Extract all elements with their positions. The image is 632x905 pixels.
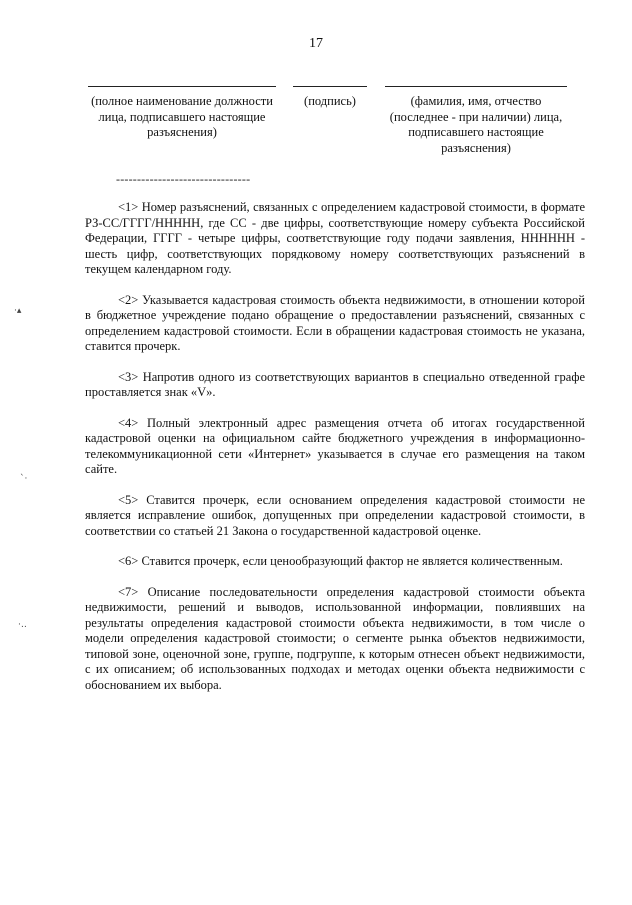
name-signature-line <box>385 86 567 87</box>
page-number: 17 <box>309 36 323 51</box>
name-caption: (фамилия, имя, отчество (последнее - при наличии) лица, подписавшего настоящие разъяснения) <box>389 94 563 155</box>
footnote-3: <3> Напротив одного из соответствующих вариантов в специально отведенной графе проставляется знак «V». <box>85 369 585 399</box>
scan-mark-2: ˋ· <box>20 474 28 484</box>
footnote-4: <4> Полный электронный адрес размещения отчета об итогах государственной кадастровой оценки на официальном сайте бюджетного учреждения в информационно-телекоммуникационной сети «Интернет» указывается в случае его размещения на таком сайте. <box>85 415 585 476</box>
footnote-2: <2> Указывается кадастровая стоимость объекта недвижимости, в отношении которой в бюджетное учреждение подано обращение о предоставлении разъяснений, связанных с определением кадастровой стоимости. Если в обращении кадастровая стоимость не указана, ставится прочерк. <box>85 292 585 353</box>
position-signature-line <box>88 86 276 87</box>
footnote-1: <1> Номер разъяснений, связанных с определением кадастровой стоимости, в формате РЗ-СС/ГГГГ/ННННН, где СС - две цифры, соответствующие номеру субъекта Российской Федерации, ГГГГ - четыре цифры, соответствующие году подачи заявления, НННННН - шесть цифр, соответствующих порядковому номеру соответствующих разъяснений в текущем календарном году. <box>85 200 585 276</box>
signature-line <box>293 86 367 87</box>
signature-caption: (подпись) <box>304 94 356 108</box>
footnote-7: <7> Описание последовательности определения кадастровой стоимости объекта недвижимости, решений и выводов, использованной информации, повлиявших на результаты определения кадастровой стоимости объекта недвижимости, в том числе о модели определения кадастровой стоимости; о сегменте рынка объектов недвижимости, типовой зоне, оценочной зоне, группе, подгруппе, к которым отнесен объект недвижимости, с их описанием; об использованных подходах и методах оценки объекта недвижимости с обоснованием их выбора. <box>85 584 585 692</box>
position-caption: (полное наименование должности лица, подписавшего настоящие разъяснения) <box>91 94 273 139</box>
footnote-5: <5> Ставится прочерк, если основанием определения кадастровой стоимости не является исправление ошибок, допущенных при определении кадастровой стоимости, в соответствии со статьей 21 Закона о государственной кадастровой оценке. <box>85 492 585 538</box>
footnotes <box>85 200 585 708</box>
footnote-6: <6> Ставится прочерк, если ценообразующий фактор не является количественным. <box>118 554 563 568</box>
scan-mark-3: ·‥ <box>18 620 27 630</box>
scan-mark-1: ·▴ <box>14 306 22 316</box>
footnote-separator: -------------------------------- <box>116 172 251 186</box>
